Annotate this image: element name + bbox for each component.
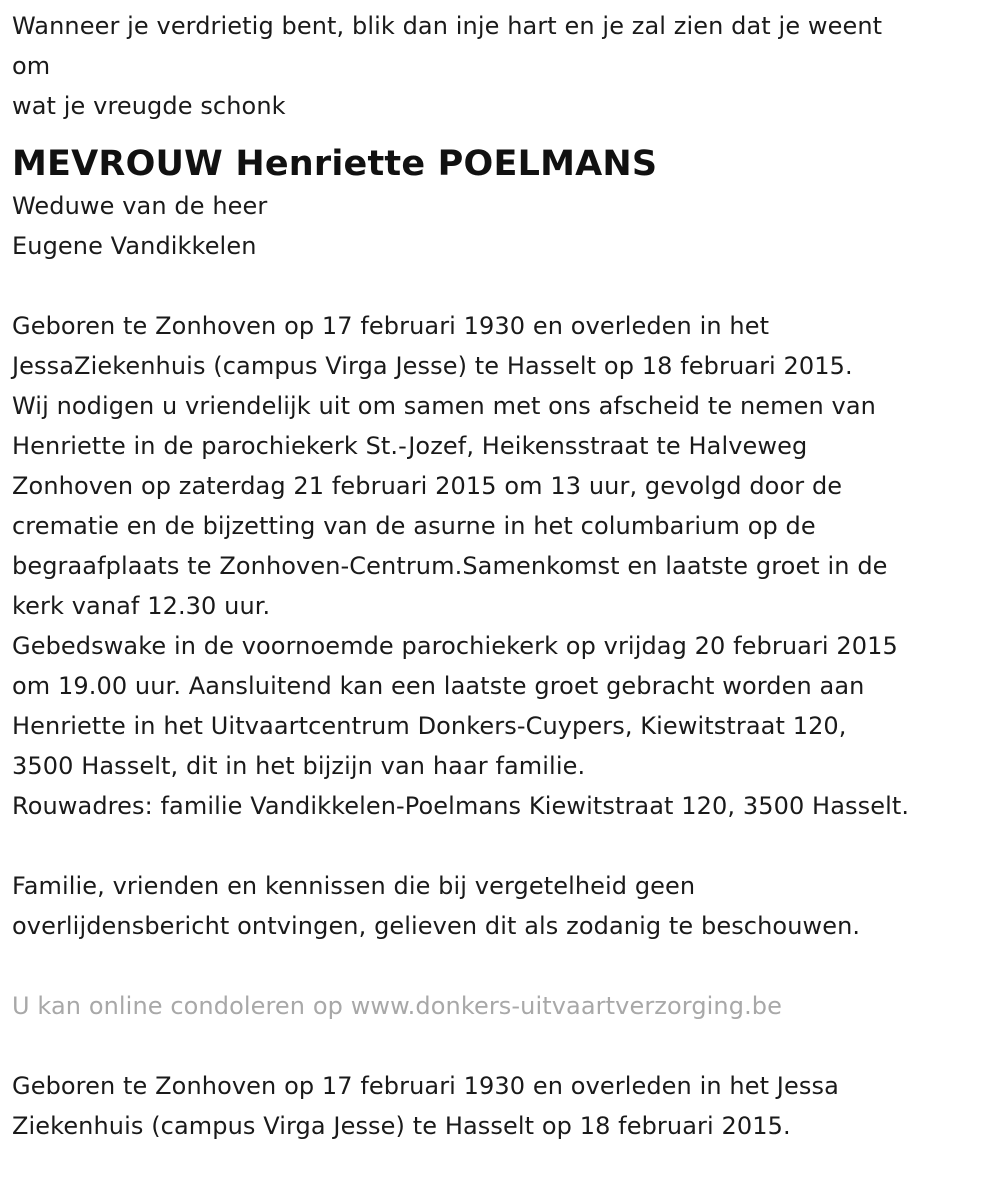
announcement-line: Rouwadres: familie Vandikkelen-Poelmans Kiewitstraat 120, 3500 Hasselt. <box>12 792 910 820</box>
spacer <box>12 946 988 986</box>
announcement-line: om 19.00 uur. Aansluitend kan een laatste groet gebracht worden aan <box>12 672 865 700</box>
widow-line: Weduwe van de heer <box>12 192 268 220</box>
announcement-line: Zonhoven op zaterdag 21 februari 2015 om 13 uur, gevolgd door de <box>12 472 843 500</box>
notice-line: Familie, vrienden en kennissen die bij vergetelheid geen <box>12 872 696 900</box>
announcement-line: crematie en de bijzetting van de asurne in het columbarium op de <box>12 512 816 540</box>
notice-block <box>12 866 988 946</box>
announcement-line: begraafplaats te Zonhoven-Centrum.Samenkomst en laatste groet in de <box>12 552 888 580</box>
spacer <box>12 266 988 306</box>
quote-line: wat je vreugde schonk <box>12 92 286 120</box>
spacer <box>12 826 988 866</box>
quote-block <box>12 6 988 126</box>
quote-line: Wanneer je verdrietig bent, blik dan inje hart en je zal zien dat je weent <box>12 12 883 40</box>
deceased-name-title: MEVROUW Henriette POELMANS <box>12 144 658 184</box>
announcement-line: Henriette in de parochiekerk St.-Jozef, Heikensstraat te Halveweg <box>12 432 808 460</box>
footer-block <box>12 1066 988 1146</box>
announcement-line: 3500 Hasselt, dit in het bijzijn van haar familie. <box>12 752 586 780</box>
announcement-line: kerk vanaf 12.30 uur. <box>12 592 271 620</box>
spacer <box>12 1026 988 1066</box>
widow-line: Eugene Vandikkelen <box>12 232 257 260</box>
footer-line: Geboren te Zonhoven op 17 februari 1930 en overleden in het Jessa <box>12 1072 839 1100</box>
condolence-text: U kan online condoleren op www.donkers-uitvaartverzorging.be <box>12 992 782 1020</box>
announcement-line: Geboren te Zonhoven op 17 februari 1930 en overleden in het <box>12 312 770 340</box>
announcement-block <box>12 306 988 826</box>
announcement-line: Henriette in het Uitvaartcentrum Donkers-Cuypers, Kiewitstraat 120, <box>12 712 847 740</box>
notice-line: overlijdensbericht ontvingen, gelieven dit als zodanig te beschouwen. <box>12 912 861 940</box>
widow-block <box>12 186 988 266</box>
announcement-line: Wij nodigen u vriendelijk uit om samen met ons afscheid te nemen van <box>12 392 876 420</box>
footer-line: Ziekenhuis (campus Virga Jesse) te Hasselt op 18 februari 2015. <box>12 1112 791 1140</box>
announcement-line: JessaZiekenhuis (campus Virga Jesse) te Hasselt op 18 februari 2015. <box>12 352 853 380</box>
condolence-line <box>12 986 988 1026</box>
announcement-line: Gebedswake in de voornoemde parochiekerk op vrijdag 20 februari 2015 <box>12 632 898 660</box>
quote-line: om <box>12 52 51 80</box>
